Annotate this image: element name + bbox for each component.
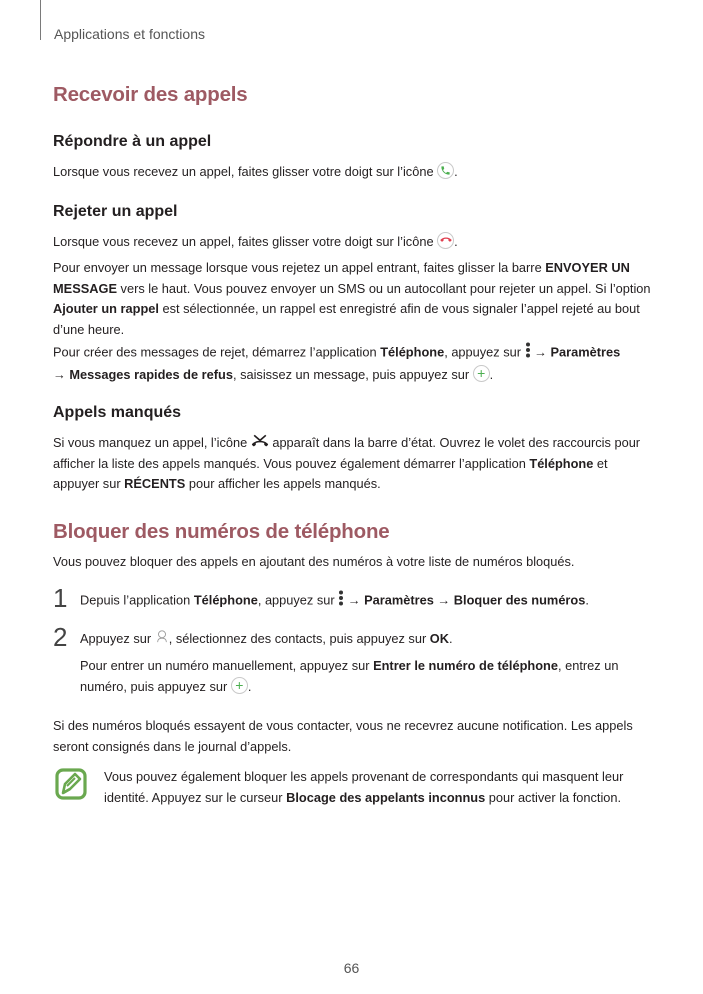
reject-messages-create-paragraph: Pour créer des messages de rejet, démarrez l’application Téléphone, appuyez sur → Paramètres → Messages rapides de refus, saisissez un message, puis appuyez sur + . [53, 342, 653, 385]
heading-receive-calls: Recevoir des appels [53, 83, 248, 106]
step-number-2: 2 [53, 622, 68, 652]
reject-message-paragraph: Pour envoyer un message lorsque vous rejetez un appel entrant, faites glisser la barre ENVOYER UN MESSAGE vers le haut. Vous pouvez envoyer un SMS ou un autocollant pour rejeter un appel. Si l’option Ajouter un rappel est sélectionnée, un rappel est enregistré afin de vous signaler l’appel rejeté au bout d’une heure. [53, 260, 651, 337]
step-2-text: Appuyez sur , sélectionnez des contacts, puis appuyez sur OK. [80, 629, 655, 650]
answer-call-icon [437, 162, 454, 179]
reject-call-icon [437, 232, 454, 249]
note-icon [55, 768, 87, 800]
heading-answer-call: Répondre à un appel [53, 133, 212, 150]
page-number: 66 [343, 960, 360, 976]
heading-missed-calls: Appels manqués [53, 404, 182, 421]
add-icon: + [473, 365, 490, 382]
heading-block-numbers: Bloquer des numéros de téléphone [53, 520, 390, 543]
section-header: Applications et fonctions [54, 26, 205, 42]
step-1-text: Depuis l’application Téléphone, appuyez sur → Paramètres → Bloquer des numéros. [80, 590, 655, 613]
blocked-numbers-info-paragraph: Si des numéros bloqués essayent de vous contacter, vous ne recevrez aucune notification. Les appels seront consignés dans le journal d’appels. [53, 718, 633, 754]
step-2-subtext: Pour entrer un numéro manuellement, appuyez sur Entrer le numéro de téléphone, entrez un numéro, puis appuyez sur + . [80, 658, 619, 694]
note-paragraph: Vous pouvez également bloquer les appels provenant de correspondants qui masquent leur identité. Appuyez sur le curseur Blocage des appelants inconnus pour activer la fonction. [104, 769, 624, 805]
header-rule [40, 0, 41, 40]
missed-call-icon [251, 433, 269, 454]
add-icon: + [231, 677, 248, 694]
reject-call-paragraph: Lorsque vous recevez un appel, faites glisser votre doigt sur l’icône . [53, 234, 458, 249]
missed-calls-paragraph: Si vous manquez un appel, l’icône apparaît dans la barre d’état. Ouvrez le volet des raccourcis pour afficher la liste des appels manqués. Vous pouvez également démarrer l’application Téléphone et appuyer sur RÉCENTS pour afficher les appels manqués. [53, 435, 641, 492]
heading-reject-call: Rejeter un appel [53, 203, 178, 220]
answer-call-paragraph: Lorsque vous recevez un appel, faites glisser votre doigt sur l’icône . [53, 164, 458, 179]
block-intro-paragraph: Vous pouvez bloquer des appels en ajoutant des numéros à votre liste de numéros bloqués. [53, 554, 575, 569]
step-number-1: 1 [53, 583, 68, 613]
contact-icon [155, 629, 169, 650]
